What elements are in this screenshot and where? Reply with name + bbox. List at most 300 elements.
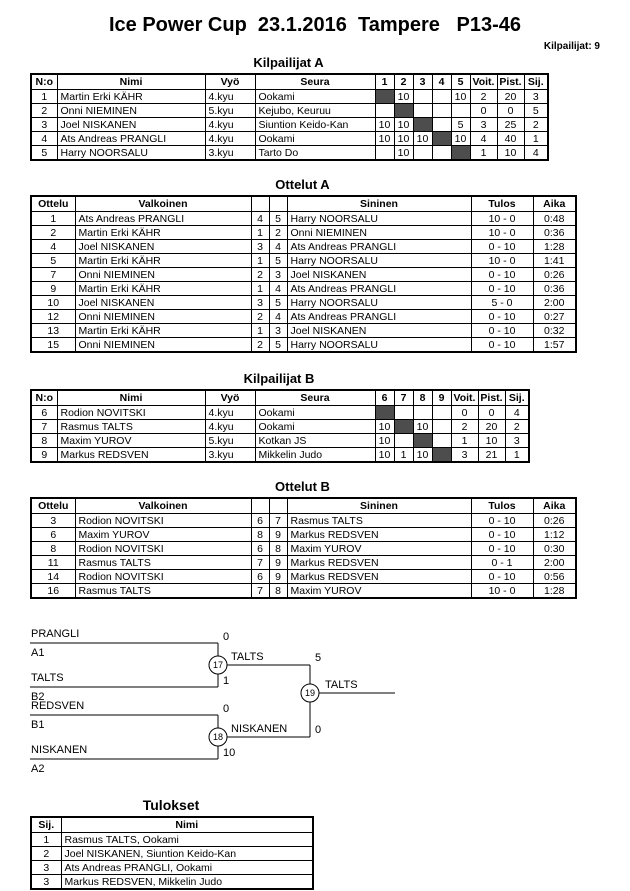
result-cell [394,104,413,118]
result-cell [432,132,451,146]
wno-cell: 6 [251,570,269,584]
nimi-cell: Ats Andreas PRANGLI [57,132,205,146]
bno-cell: 4 [269,282,287,296]
tulos-cell: 0 - 10 [471,570,533,584]
ottelu-cell: 15 [31,338,75,353]
valkoinen-cell: Martin Erki KÄHR [75,226,251,240]
ottelu-cell: 8 [31,542,75,556]
result-cell: 10 [394,90,413,104]
tulos-cell: 0 - 1 [471,556,533,570]
result-cell [432,448,451,463]
sininen-cell: Joel NISKANEN [287,324,471,338]
voit-cell: 0 [451,406,478,420]
ottelut-row [31,570,576,584]
bracket-match19-number: 19 [304,688,316,698]
column-header: Nimi [61,817,313,833]
page-title: Ice Power Cup 23.1.2016 Tampere P13-46 [108,14,522,36]
ottelu-cell: 9 [31,282,75,296]
vyo-cell: 3.kyu [205,146,255,161]
no-cell: 4 [31,132,57,146]
table-header [31,817,313,833]
ottelu-cell: 2 [31,226,75,240]
nimi-cell: Onni NIEMINEN [57,104,205,118]
tulos-cell: 0 - 10 [471,268,533,282]
valkoinen-cell: Onni NIEMINEN [75,310,251,324]
result-cell: 10 [394,132,413,146]
column-header: 2 [394,74,413,90]
aika-cell: 1:28 [533,240,576,254]
result-cell: 10 [451,90,470,104]
table-body [31,90,548,161]
tulos-cell: 0 - 10 [471,542,533,556]
result-cell [451,146,470,161]
column-header: Sininen [287,196,471,212]
ottelu-cell: 16 [31,584,75,599]
ottelut-row [31,296,576,310]
section-heading-ottelut-a: Ottelut A [275,177,330,192]
nimi-cell: Rasmus TALTS [57,420,205,434]
no-cell: 8 [31,434,57,448]
bracket-match17-number: 17 [212,660,224,670]
wno-cell: 1 [251,254,269,268]
wno-cell: 7 [251,584,269,599]
ottelu-cell: 7 [31,268,75,282]
result-cell: 5 [451,118,470,132]
voit-cell: 3 [451,448,478,463]
no-cell: 1 [31,90,57,104]
nimi-cell: Joel NISKANEN [57,118,205,132]
wno-cell: 8 [251,528,269,542]
tulos-cell: 0 - 10 [471,282,533,296]
nimi-cell: Markus REDSVEN, Mikkelin Judo [61,875,313,890]
column-header: 4 [432,74,451,90]
tulos-cell: 0 - 10 [471,528,533,542]
kilpailijat-row [31,434,529,448]
pist-cell: 20 [478,420,505,434]
result-cell [413,146,432,161]
ottelu-cell: 12 [31,310,75,324]
tulos-cell: 0 - 10 [471,514,533,528]
seura-cell: Ookami [255,90,375,104]
column-header: Vyö [205,390,255,406]
no-cell: 7 [31,420,57,434]
sij-cell: 2 [505,420,529,434]
section-heading-ottelut-b: Ottelut B [275,479,330,494]
bno-cell: 3 [269,324,287,338]
ottelu-cell: 5 [31,254,75,268]
bracket-semi1-top-name: PRANGLI [31,628,80,640]
kilpailijat-row [31,118,548,132]
bracket-semi2-winner-score: 0 [315,724,322,736]
wno-cell: 2 [251,268,269,282]
voit-cell: 3 [470,118,497,132]
result-cell [413,90,432,104]
sij-cell: 3 [505,434,529,448]
aika-cell: 2:00 [533,556,576,570]
column-header: Tulos [471,196,533,212]
table-header [31,390,529,406]
ottelut-row [31,584,576,599]
ottelu-cell: 10 [31,296,75,310]
column-header: Seura [255,390,375,406]
column-header [251,498,269,514]
result-cell [432,146,451,161]
no-cell: 3 [31,118,57,132]
bracket-semi2-bottom-name: NISKANEN [31,744,88,756]
kilpailijat-row [31,104,548,118]
seura-cell: Kejubo, Keuruu [255,104,375,118]
ottelut-row [31,212,576,226]
bno-cell: 5 [269,212,287,226]
vyo-cell: 4.kyu [205,132,255,146]
pist-cell: 21 [478,448,505,463]
vyo-cell: 5.kyu [205,434,255,448]
table-body [31,212,576,353]
section-heading-kilpailijat-b: Kilpailijat B [243,371,315,386]
valkoinen-cell: Rasmus TALTS [75,556,251,570]
participants-count: Kilpailijat: 9 [543,41,600,52]
sij-cell: 4 [524,146,548,161]
seura-cell: Ookami [255,420,375,434]
column-header: Sij. [524,74,548,90]
result-cell: 10 [394,146,413,161]
sij-cell: 5 [524,104,548,118]
tulos-cell: 10 - 0 [471,226,533,240]
wno-cell: 7 [251,556,269,570]
bracket-semi2-top-seed: B1 [31,719,45,731]
ottelut-row [31,254,576,268]
bno-cell: 5 [269,254,287,268]
column-header: 7 [394,390,413,406]
sininen-cell: Ats Andreas PRANGLI [287,240,471,254]
pist-cell: 0 [478,406,505,420]
aika-cell: 1:12 [533,528,576,542]
column-header: Nimi [57,390,205,406]
column-header: Valkoinen [75,498,251,514]
vyo-cell: 4.kyu [205,118,255,132]
vyo-cell: 3.kyu [205,448,255,463]
bracket-final-winner: TALTS [325,679,358,691]
table-header [31,74,548,90]
column-header [269,498,287,514]
sininen-cell: Markus REDSVEN [287,556,471,570]
result-cell [413,104,432,118]
ottelu-cell: 13 [31,324,75,338]
valkoinen-cell: Joel NISKANEN [75,240,251,254]
result-cell: 10 [451,132,470,146]
bno-cell: 4 [269,240,287,254]
sininen-cell: Harry NOORSALU [287,254,471,268]
wno-cell: 3 [251,240,269,254]
no-cell: 2 [31,104,57,118]
valkoinen-cell: Ats Andreas PRANGLI [75,212,251,226]
table-header [31,498,576,514]
aika-cell: 0:32 [533,324,576,338]
vyo-cell: 4.kyu [205,90,255,104]
ottelut-row [31,226,576,240]
bracket-semi1-top-score: 0 [223,631,230,643]
column-header: Nimi [57,74,205,90]
valkoinen-cell: Rodion NOVITSKI [75,570,251,584]
vyo-cell: 4.kyu [205,406,255,420]
bracket-semi1-bottom-name: TALTS [31,672,64,684]
pist-cell: 10 [478,434,505,448]
sij-cell: 3 [31,875,61,890]
voit-cell: 0 [470,104,497,118]
wno-cell: 4 [251,212,269,226]
tulos-cell: 10 - 0 [471,212,533,226]
valkoinen-cell: Joel NISKANEN [75,296,251,310]
result-cell [375,406,394,420]
pist-cell: 0 [497,104,524,118]
no-cell: 6 [31,406,57,420]
wno-cell: 1 [251,324,269,338]
bracket-semi2-bottom-seed: A2 [31,763,45,775]
voit-cell: 1 [451,434,478,448]
tulokset-row [31,875,313,890]
section-heading-kilpailijat-a: Kilpailijat A [253,55,324,70]
result-cell [394,406,413,420]
wno-cell: 3 [251,296,269,310]
bracket-match18-number: 18 [212,732,224,742]
ottelu-cell: 4 [31,240,75,254]
column-header: Sij. [505,390,529,406]
aika-cell: 1:28 [533,584,576,599]
bno-cell: 9 [269,570,287,584]
aika-cell: 0:26 [533,514,576,528]
voit-cell: 2 [470,90,497,104]
tulokset-row [31,847,313,861]
sininen-cell: Ats Andreas PRANGLI [287,310,471,324]
ottelut-a-table [30,195,577,353]
sij-cell: 4 [505,406,529,420]
nimi-cell: Ats Andreas PRANGLI, Ookami [61,861,313,875]
tulos-cell: 10 - 0 [471,584,533,599]
sininen-cell: Joel NISKANEN [287,268,471,282]
nimi-cell: Harry NOORSALU [57,146,205,161]
valkoinen-cell: Martin Erki KÄHR [75,254,251,268]
no-cell: 9 [31,448,57,463]
aika-cell: 0:26 [533,268,576,282]
bno-cell: 2 [269,226,287,240]
sij-cell: 2 [31,847,61,861]
column-header: Ottelu [31,196,75,212]
sininen-cell: Harry NOORSALU [287,296,471,310]
seura-cell: Ookami [255,132,375,146]
kilpailijat-row [31,448,529,463]
pist-cell: 40 [497,132,524,146]
ottelut-row [31,338,576,353]
aika-cell: 0:30 [533,542,576,556]
bracket-semi1-winner: TALTS [231,651,264,663]
result-cell [432,104,451,118]
sininen-cell: Ats Andreas PRANGLI [287,282,471,296]
column-header: 6 [375,390,394,406]
bno-cell: 5 [269,338,287,353]
column-header: Aika [533,498,576,514]
result-cell [432,434,451,448]
column-header [251,196,269,212]
ottelu-cell: 14 [31,570,75,584]
kilpailijat-b-table [30,389,530,463]
sij-cell: 3 [31,861,61,875]
ottelut-b-table [30,497,577,599]
nimi-cell: Rodion NOVITSKI [57,406,205,420]
column-header: N:o [31,390,57,406]
column-header: Tulos [471,498,533,514]
valkoinen-cell: Maxim YUROV [75,528,251,542]
result-cell [432,420,451,434]
ottelut-row [31,542,576,556]
aika-cell: 0:56 [533,570,576,584]
voit-cell: 1 [470,146,497,161]
result-cell [413,434,432,448]
tulokset-row [31,833,313,847]
sij-cell: 1 [31,833,61,847]
column-header: Vyö [205,74,255,90]
aika-cell: 0:27 [533,310,576,324]
voit-cell: 4 [470,132,497,146]
bno-cell: 8 [269,542,287,556]
column-header: Pist. [478,390,505,406]
ottelut-row [31,556,576,570]
sij-cell: 3 [524,90,548,104]
result-cell: 10 [394,118,413,132]
kilpailijat-row [31,420,529,434]
sij-cell: 1 [505,448,529,463]
bno-cell: 5 [269,296,287,310]
bno-cell: 9 [269,556,287,570]
bracket-semi1-winner-score: 5 [315,652,322,664]
table-body [31,514,576,599]
tulokset-row [31,861,313,875]
table-header [31,196,576,212]
wno-cell: 2 [251,338,269,353]
sininen-cell: Markus REDSVEN [287,570,471,584]
pist-cell: 20 [497,90,524,104]
result-cell [432,118,451,132]
bracket-semi2-bottom-score: 10 [223,747,236,759]
tulos-cell: 0 - 10 [471,310,533,324]
nimi-cell: Martin Erki KÄHR [57,90,205,104]
valkoinen-cell: Rodion NOVITSKI [75,514,251,528]
wno-cell: 2 [251,310,269,324]
bno-cell: 8 [269,584,287,599]
pist-cell: 10 [497,146,524,161]
kilpailijat-row [31,90,548,104]
voit-cell: 2 [451,420,478,434]
bracket-semi2-top-name: REDSVEN [31,700,85,712]
sininen-cell: Harry NOORSALU [287,338,471,353]
bno-cell: 4 [269,310,287,324]
aika-cell: 0:36 [533,226,576,240]
column-header: Sij. [31,817,61,833]
valkoinen-cell: Rasmus TALTS [75,584,251,599]
bno-cell: 7 [269,514,287,528]
aika-cell: 1:41 [533,254,576,268]
valkoinen-cell: Rodion NOVITSKI [75,542,251,556]
ottelut-row [31,324,576,338]
result-cell [375,104,394,118]
column-header: Sininen [287,498,471,514]
column-header: 9 [432,390,451,406]
vyo-cell: 5.kyu [205,104,255,118]
result-cell [375,90,394,104]
result-cell [432,90,451,104]
bno-cell: 3 [269,268,287,282]
column-header: 1 [375,74,394,90]
nimi-cell: Maxim YUROV [57,434,205,448]
table-body [31,833,313,890]
tulos-cell: 0 - 10 [471,324,533,338]
kilpailijat-row [31,406,529,420]
wno-cell: 1 [251,282,269,296]
result-cell: 10 [375,118,394,132]
ottelut-row [31,514,576,528]
ottelu-cell: 3 [31,514,75,528]
wno-cell: 6 [251,542,269,556]
ottelut-row [31,268,576,282]
sininen-cell: Maxim YUROV [287,542,471,556]
column-header: 5 [451,74,470,90]
valkoinen-cell: Onni NIEMINEN [75,268,251,282]
ottelut-row [31,240,576,254]
ottelut-row [31,528,576,542]
kilpailijat-a-table [30,73,549,161]
sininen-cell: Maxim YUROV [287,584,471,599]
result-cell [413,118,432,132]
seura-cell: Ookami [255,406,375,420]
bno-cell: 9 [269,528,287,542]
tulos-cell: 0 - 10 [471,240,533,254]
bracket-semi1-top-seed: A1 [31,647,45,659]
ottelut-row [31,282,576,296]
result-cell [394,420,413,434]
result-cell: 10 [413,420,432,434]
column-header: Voit. [470,74,497,90]
column-header: Valkoinen [75,196,251,212]
result-cell: 10 [413,132,432,146]
aika-cell: 0:48 [533,212,576,226]
column-header: Pist. [497,74,524,90]
section-heading-tulokset: Tulokset [142,797,200,813]
bracket-semi2-top-score: 0 [223,703,230,715]
column-header: 3 [413,74,432,90]
bracket-semi1-bottom-score: 1 [223,675,230,687]
valkoinen-cell: Martin Erki KÄHR [75,282,251,296]
tulos-cell: 10 - 0 [471,254,533,268]
seura-cell: Kotkan JS [255,434,375,448]
result-cell: 10 [375,420,394,434]
result-cell [432,406,451,420]
kilpailijat-row [31,146,548,161]
playoff-bracket [0,619,630,794]
column-header: Voit. [451,390,478,406]
pist-cell: 25 [497,118,524,132]
sij-cell: 2 [524,118,548,132]
result-cell [451,104,470,118]
tulos-cell: 5 - 0 [471,296,533,310]
nimi-cell: Rasmus TALTS, Ookami [61,833,313,847]
vyo-cell: 4.kyu [205,420,255,434]
sij-cell: 1 [524,132,548,146]
aika-cell: 0:36 [533,282,576,296]
result-cell [375,146,394,161]
valkoinen-cell: Martin Erki KÄHR [75,324,251,338]
column-header [269,196,287,212]
sininen-cell: Onni NIEMINEN [287,226,471,240]
tulokset-table [30,816,314,890]
